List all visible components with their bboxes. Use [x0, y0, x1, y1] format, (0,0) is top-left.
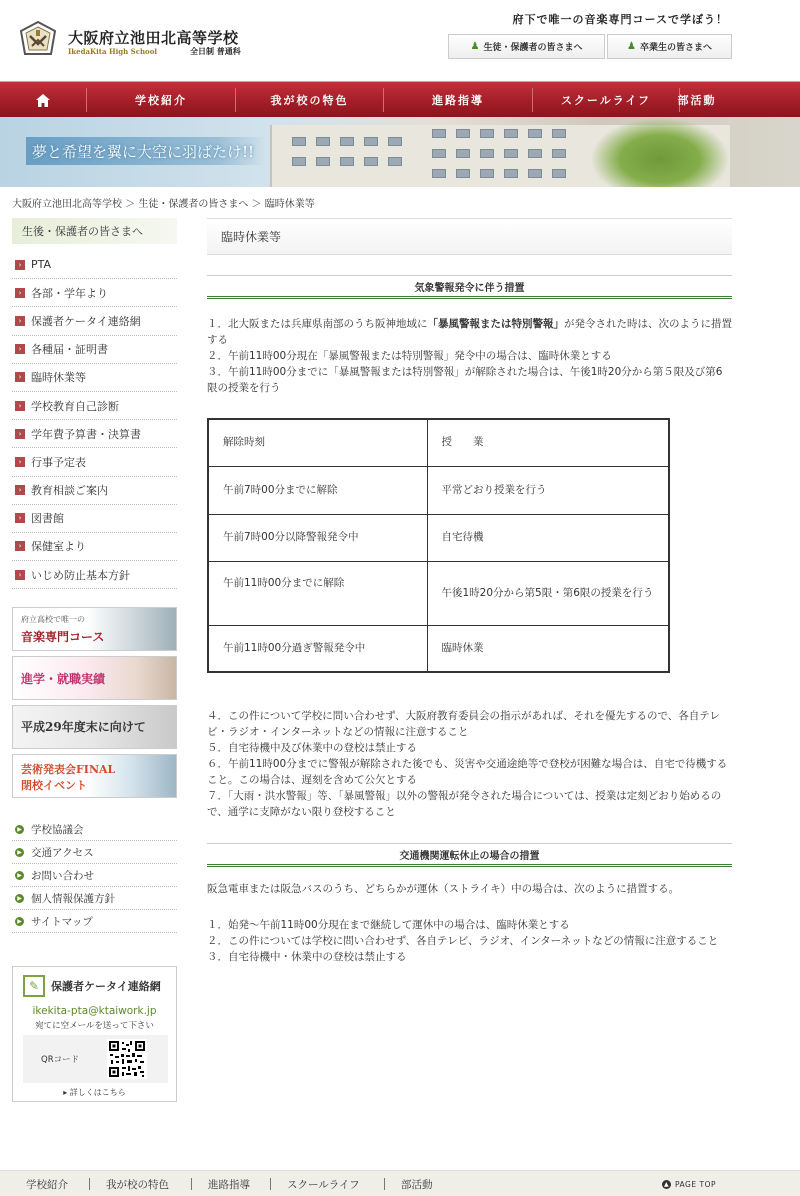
sidebar-link-contact[interactable]: [12, 864, 177, 887]
list-item-post: が発令された時は、次のように措置する: [207, 318, 732, 346]
graduates-button[interactable]: [607, 34, 732, 59]
music-course-text: 音楽専門コース: [21, 630, 105, 644]
list-item: [207, 316, 732, 348]
sidebar-link-label: 個人情報保護方針: [31, 892, 115, 905]
sidebar-item-label: 各種届・証明書: [31, 343, 108, 357]
breadcrumb[interactable]: 大阪府立池田北高等学校 ＞ 生徒・保護者の皆さまへ ＞ 臨時休業等: [12, 199, 315, 210]
mobile-network-desc: 宛てに空メールを送って下さい: [35, 1021, 154, 1031]
arrow-right-icon: ›: [15, 485, 25, 495]
mobile-network-more-link[interactable]: ▸ 詳しくはこちら: [63, 1088, 126, 1097]
qr-area: [23, 1035, 168, 1083]
sidebar-item-closure[interactable]: [12, 364, 177, 392]
footer-separator: [270, 1178, 271, 1190]
table-cell: 午前11時00分までに解除: [208, 561, 427, 625]
sidebar-item-clubs-grades[interactable]: [12, 279, 177, 307]
arrow-right-icon: ▶: [15, 825, 24, 834]
nav-clubs[interactable]: [677, 82, 800, 118]
school-emblem-icon[interactable]: [18, 20, 58, 58]
table-cell: 午前7時00分以降警報発令中: [208, 514, 427, 561]
sidebar-item-label: 教育相談ご案内: [31, 484, 108, 498]
sidebar-menu: [12, 251, 177, 589]
tree-image: [590, 117, 730, 187]
final-event-banner[interactable]: [12, 754, 177, 798]
footer-nav: [0, 1170, 800, 1196]
nav-career[interactable]: 進路指導: [432, 94, 484, 107]
sidebar-item-pta[interactable]: [12, 251, 177, 279]
arrow-right-icon: ›: [15, 288, 25, 298]
list-item: ２．この件については学校に問い合わせず、各自テレビ、ラジオ、インターネットなどの情報に注意すること: [207, 935, 719, 947]
table-row: [208, 514, 669, 561]
sidebar-link-label: 交通アクセス: [31, 846, 94, 859]
sidebar-link-privacy[interactable]: [12, 887, 177, 910]
global-nav: [0, 81, 800, 117]
table-header-cell: 解除時刻: [208, 419, 427, 466]
table-cell: 平常どおり授業を行う: [427, 466, 669, 514]
arrow-right-icon: ›: [15, 429, 25, 439]
final-event-line2: 閉校イベント: [21, 779, 87, 792]
sidebar-item-label: 図書館: [31, 512, 64, 526]
footer-link-school-life[interactable]: スクールライフ: [287, 1178, 360, 1191]
sidebar-item-label: 行事予定表: [31, 455, 86, 469]
arrow-right-icon: ›: [15, 401, 25, 411]
sidebar-links: [12, 818, 177, 933]
footer-separator: [384, 1178, 385, 1190]
music-course-banner[interactable]: [12, 607, 177, 651]
sidebar-title: 生後・保護者の皆さまへ: [12, 218, 177, 244]
sidebar-link-label: 学校協議会: [31, 823, 84, 836]
list-item: ４．この件について学校に問い合わせず、大阪府教育委員会の指示があれば、それを優先するので、各自テレビ・ラジオ・インターネットなどの情報に注意すること: [207, 710, 721, 738]
sidebar-item-schedule[interactable]: [12, 448, 177, 476]
sidebar-item-forms[interactable]: [12, 336, 177, 364]
sidebar-item-self-diagnosis[interactable]: [12, 392, 177, 420]
qr-label: QRコード: [41, 1055, 80, 1065]
sidebar-item-anti-bullying[interactable]: [12, 561, 177, 589]
sidebar-link-access[interactable]: [12, 841, 177, 864]
hero-banner: [0, 117, 800, 187]
list-item: １．始発～午前11時00分現在まで継続して運休中の場合は、臨時休業とする: [207, 919, 570, 931]
arrow-up-icon: ▲: [663, 1180, 670, 1188]
sidebar-item-label: いじめ防止基本方針: [31, 568, 130, 582]
arrow-right-icon: ▶: [15, 848, 24, 857]
section-heading-transport: 交通機関運転休止の場合の措置: [207, 843, 732, 867]
sidebar-item-library[interactable]: [12, 505, 177, 533]
sidebar-item-label: 臨時休業等: [31, 371, 86, 385]
sidebar-item-label: 保護者ケータイ連絡網: [31, 314, 141, 328]
sidebar-item-counseling[interactable]: [12, 477, 177, 505]
transport-measures-list: [207, 917, 732, 965]
school-name[interactable]: 大阪府立池田北高等学校: [68, 29, 239, 47]
arrow-right-icon: ▶: [15, 871, 24, 880]
nav-school-intro[interactable]: 学校紹介: [135, 94, 187, 107]
sidebar-item-health-room[interactable]: [12, 533, 177, 561]
sidebar-link-label: お問い合わせ: [31, 869, 94, 882]
sidebar-link-label: サイトマップ: [31, 915, 93, 928]
mobile-phone-icon: ✎: [23, 975, 45, 997]
home-icon: [36, 94, 50, 107]
sidebar-item-label: PTA: [31, 258, 52, 272]
students-parents-label: 生徒・保護者の皆さまへ: [483, 43, 583, 53]
nav-school-life[interactable]: スクールライフ: [560, 94, 652, 107]
arrow-right-icon: ›: [15, 457, 25, 467]
nav-home[interactable]: [0, 82, 86, 118]
table-cell: 自宅待機: [427, 514, 669, 561]
footer-link-clubs[interactable]: 部活動: [401, 1178, 433, 1191]
arrow-right-icon: ›: [15, 570, 25, 580]
mobile-network-title-label: 保護者ケータイ連絡網: [51, 980, 161, 993]
weather-measures-list: [207, 316, 732, 396]
nav-features[interactable]: 我が校の特色: [270, 94, 349, 107]
list-item-strong: 「暴風警報または特別警報」: [427, 318, 564, 330]
table-row: [208, 625, 669, 672]
sidebar-item-budget[interactable]: [12, 420, 177, 448]
sidebar-link-council[interactable]: [12, 818, 177, 841]
arrow-right-icon: ›: [15, 344, 25, 354]
site-header: [0, 0, 800, 80]
header-catchphrase: 府下で唯一の音楽専門コースで学ぼう！: [512, 13, 728, 26]
table-cell: 午前11時00分過ぎ警報発令中: [208, 625, 427, 672]
table-header-row: [208, 419, 669, 466]
graduates-label: 卒業生の皆さまへ: [639, 43, 712, 53]
sidebar-item-label: 保健室より: [31, 540, 86, 554]
qr-code-icon: [107, 1039, 147, 1079]
sidebar: [12, 218, 177, 1097]
year-end-text: 平成29年度末に向けて: [21, 720, 146, 734]
students-parents-button[interactable]: [448, 34, 605, 59]
table-cell: 午後1時20分から第5限・第6限の授業を行う: [427, 561, 669, 625]
list-item: ３．自宅待機中・休業中の登校は禁止する: [207, 951, 407, 963]
page-top-label: PAGE TOP: [675, 1179, 716, 1189]
sidebar-link-sitemap[interactable]: [12, 910, 177, 933]
arrow-right-icon: ›: [15, 316, 25, 326]
footer-separator: [191, 1178, 192, 1190]
final-event-line1: 芸術発表会FINAL: [21, 763, 116, 776]
sidebar-item-label: 各部・学年より: [31, 286, 108, 300]
page-title: 臨時休業等: [207, 218, 732, 255]
table-header-cell: 授 業: [427, 419, 669, 466]
footer-link-features[interactable]: 我が校の特色: [106, 1178, 169, 1191]
year-end-banner[interactable]: [12, 705, 177, 749]
arrow-right-icon: ›: [15, 372, 25, 382]
table-row: [208, 466, 669, 514]
table-cell: 午前7時00分までに解除: [208, 466, 427, 514]
school-name-en: IkedaKita High School: [68, 47, 158, 56]
table-row: [208, 561, 669, 625]
sidebar-item-label: 学年費予算書・決算書: [31, 427, 141, 441]
career-results-text: 進学・就職実績: [21, 672, 106, 686]
people-icon: ♟: [470, 41, 480, 52]
mobile-network-title: [23, 975, 161, 997]
sidebar-item-mobile-network[interactable]: [12, 307, 177, 335]
page-top-button[interactable]: [662, 1171, 716, 1196]
list-item: ７．「大雨・洪水警報」等、「暴風警報」以外の警報が発令された場合については、授業は定刻どおり始めるので、通学に支障がない限り登校すること: [207, 790, 722, 818]
footer-link-career[interactable]: 進路指導: [208, 1178, 250, 1191]
sidebar-item-label: 学校教育自己診断: [31, 399, 119, 413]
footer-separator: [89, 1178, 90, 1190]
table-cell: 臨時休業: [427, 625, 669, 672]
weather-notes-list: [207, 708, 732, 820]
nav-clubs-label: 部活動: [677, 94, 717, 107]
list-item-pre: １．北大阪または兵庫県南部のうち阪神地域に: [207, 318, 428, 330]
list-item: ５．自宅待機中及び休業中の登校は禁止する: [207, 742, 417, 754]
closure-table: [207, 418, 670, 673]
mobile-network-box[interactable]: [12, 966, 177, 1102]
mobile-network-email[interactable]: ikekita-pta@ktaiwork.jp: [32, 1005, 157, 1017]
banner-catchphrase: 夢と希望を翼に大空に羽ばたけ!!: [26, 137, 266, 165]
people-icon: ♟: [627, 41, 636, 52]
section-heading-weather: 気象警報発令に伴う措置: [207, 275, 732, 299]
school-subtitle: 全日制 普通科: [190, 46, 241, 56]
footer-link-school-intro[interactable]: 学校紹介: [26, 1178, 68, 1191]
arrow-right-icon: ›: [15, 513, 25, 523]
list-item: ３．午前11時00分までに「暴風警報または特別警報」が解除された場合は、午後1時20分から第５限及び第6限の授業を行う: [207, 366, 723, 394]
list-item: ６．午前11時00分までに警報が解除された後でも、災害や交通途絶等で登校が困難な場合は、自宅で待機すること。この場合は、遅刻を含めて公欠とする: [207, 758, 728, 786]
list-item: ２．午前11時00分現在「暴風警報または特別警報」発令中の場合は、臨時休業とする: [207, 350, 612, 362]
career-results-banner[interactable]: [12, 656, 177, 700]
arrow-right-icon: ▶: [15, 917, 24, 926]
transport-intro: 阪急電車または阪急バスのうち、どちらかが運休（ストライキ）中の場合は、次のように措置する。: [207, 883, 680, 895]
arrow-right-icon: ›: [15, 541, 25, 551]
arrow-right-icon: ›: [15, 260, 25, 270]
music-course-small-text: 府立高校で唯一の: [21, 615, 85, 624]
main-content: [207, 218, 732, 963]
arrow-right-icon: ▶: [15, 894, 24, 903]
